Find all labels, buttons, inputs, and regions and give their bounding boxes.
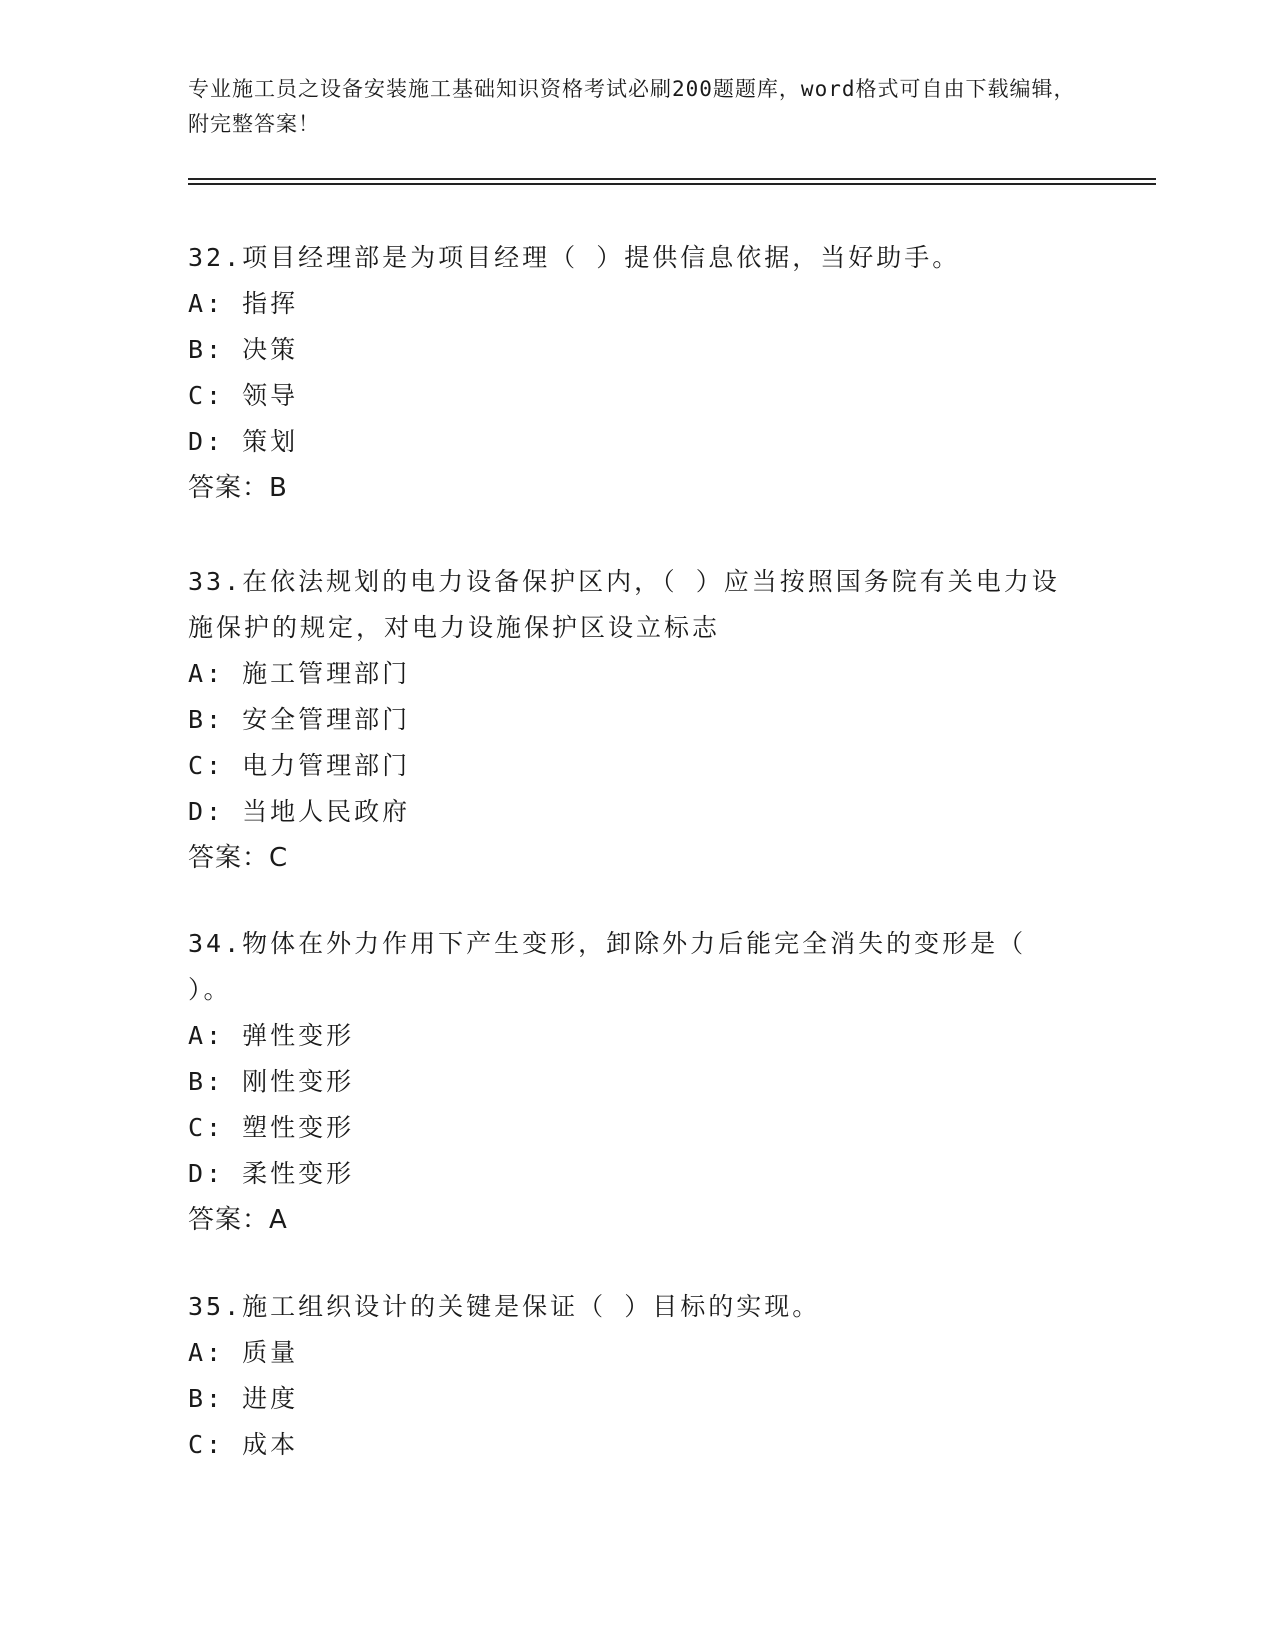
option-d: D: 策划 <box>188 427 299 456</box>
document-header: 专业施工员之设备安装施工基础知识资格考试必刷200题题库，word格式可自由下载编辑，附完整答案！ <box>188 77 1076 136</box>
question-35 <box>188 1284 1068 1468</box>
option-d: D: 当地人民政府 <box>188 797 411 826</box>
question-32 <box>188 235 1068 511</box>
option-c: C: 电力管理部门 <box>188 751 411 780</box>
option-a: A: 弹性变形 <box>188 1021 355 1050</box>
answer: 答案：B <box>188 473 288 503</box>
option-b: B: 刚性变形 <box>188 1067 355 1096</box>
answer: 答案：C <box>188 843 289 873</box>
header-rule-top <box>188 178 1156 180</box>
option-b: B: 进度 <box>188 1384 299 1413</box>
header-rule-bottom <box>188 183 1156 185</box>
option-c: C: 塑性变形 <box>188 1113 355 1142</box>
option-a: A: 施工管理部门 <box>188 659 411 688</box>
option-a: A: 质量 <box>188 1338 299 1367</box>
option-c: C: 成本 <box>188 1430 299 1459</box>
option-d: D: 柔性变形 <box>188 1159 355 1188</box>
question-text: 34.物体在外力作用下产生变形，卸除外力后能完全消失的变形是（ ）。 <box>188 929 1027 1004</box>
question-text: 35.施工组织设计的关键是保证（ ）目标的实现。 <box>188 1292 821 1321</box>
answer: 答案：A <box>188 1205 288 1235</box>
option-b: B: 安全管理部门 <box>188 705 411 734</box>
question-text: 33.在依法规划的电力设备保护区内，（ ）应当按照国务院有关电力设施保护的规定，对电力设施保护区设立标志 <box>188 567 1060 642</box>
option-a: A: 指挥 <box>188 289 299 318</box>
question-34 <box>188 921 1068 1243</box>
option-c: C: 领导 <box>188 381 299 410</box>
option-b: B: 决策 <box>188 335 299 364</box>
question-33 <box>188 559 1068 881</box>
question-text: 32.项目经理部是为项目经理（ ）提供信息依据，当好助手。 <box>188 243 961 272</box>
